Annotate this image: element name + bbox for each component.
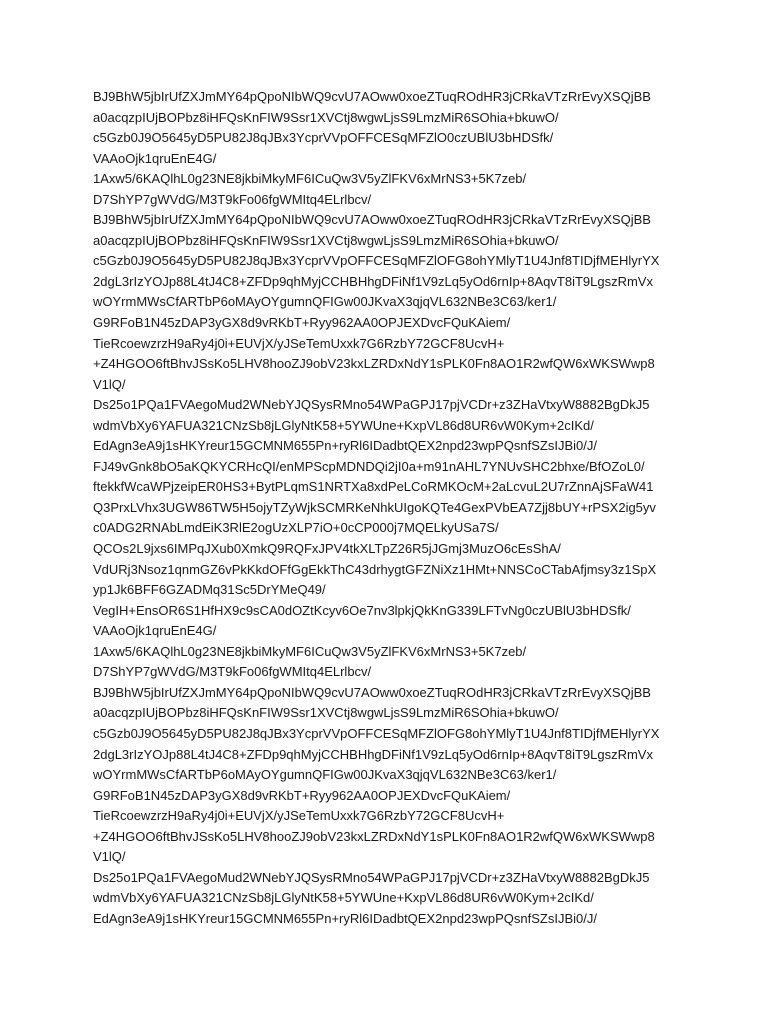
text-line: Ds25o1PQa1FVAegoMud2WNebYJQSysRMno54WPaGPJ17pjVCDr+z3ZHaVtxyW8882BgDkJ5 — [93, 397, 650, 413]
text-line: VegIH+EnsOR6S1HfHX9c9sCA0dOZtKcyv6Oe7nv3lpkjQkKnG339LFTvNg0czUBlU3bHDSfk/ — [93, 602, 631, 618]
text-line: c5Gzb0J9O5645yD5PU82J8qJBx3YcprVVpOFFCESqMFZlOFG8ohYMlyT1U4Jnf8TIDjfMEHlyrYX — [93, 253, 660, 269]
text-line: D7ShYP7gWVdG/M3T9kFo06fgWMItq4ELrlbcv/ — [93, 191, 372, 207]
text-line: 1Axw5/6KAQlhL0g23NE8jkbiMkyMF6ICuQw3V5yZlFKV6xMrNS3+5K7zeb/ — [93, 643, 527, 659]
text-line: c0ADG2RNAbLmdEiK3RlE2ogUzXLP7iO+0cCP000j7MQELkyUSa7S/ — [93, 520, 499, 536]
text-line: VdURj3Nsoz1qnmGZ6vPkKkdOFfGgEkkThC43drhygtGFZNiXz1HMt+NNSCoCTabAfjmsy3z1SpX — [93, 561, 657, 577]
text-line: yp1Jk6BFF6GZADMq31Sc5DrYMeQ49/ — [93, 582, 326, 598]
text-line: Q3PrxLVhx3UGW86TW5H5ojyTZyWjkSCMRKeNhkUIgoKQTe4GexPVbEA7Zjj8bUY+rPSX2ig5yv — [93, 499, 656, 515]
text-line: BJ9BhW5jbIrUfZXJmMY64pQpoNIbWQ9cvU7AOww0xoeZTuqROdHR3jCRkaVTzRrEvyXSQjBB — [93, 89, 651, 104]
text-line: c5Gzb0J9O5645yD5PU82J8qJBx3YcprVVpOFFCESqMFZlOFG8ohYMlyT1U4Jnf8TIDjfMEHlyrYX — [93, 725, 660, 741]
text-line: ftekkfWcaWPjzeipER0HS3+BytPLqmS1NRTXa8xdPeLCoRMKOcM+2aLcvuL2U7rZnnAjSFaW41 — [93, 479, 654, 495]
text-line: TieRcoewzrzH9aRy4j0i+EUVjX/yJSeTemUxxk7G6RzbY72GCF8UcvH+ — [93, 335, 505, 351]
text-line: VAAoOjk1qruEnE4G/ — [93, 150, 217, 166]
text-line: G9RFoB1N45zDAP3yGX8d9vRKbT+Ryy962AA0OPJEXDvcFQuKAiem/ — [93, 315, 511, 331]
text-line: wdmVbXy6YAFUA321CNzSb8jLGlyNtK58+5YWUne+KxpVL86d8UR6vW0Kym+2cIKd/ — [93, 417, 594, 433]
text-line: QCOs2L9jxs6IMPqJXub0XmkQ9RQFxJPV4tkXLTpZ26R5jJGmj3MuzO6cEsShA/ — [93, 541, 561, 557]
text-line: wOYrmMWsCfARTbP6oMAyOYgumnQFIGw00JKvaX3qjqVL632NBe3C63/ker1/ — [93, 767, 557, 783]
text-line: wdmVbXy6YAFUA321CNzSb8jLGlyNtK58+5YWUne+KxpVL86d8UR6vW0Kym+2cIKd/ — [93, 890, 594, 906]
text-line: EdAgn3eA9j1sHKYreur15GCMNM655Pn+ryRl6IDadbtQEX2npd23wpPQsnfSZsIJBi0/J/ — [93, 910, 597, 926]
text-line: 1Axw5/6KAQlhL0g23NE8jkbiMkyMF6ICuQw3V5yZlFKV6xMrNS3+5K7zeb/ — [93, 171, 527, 187]
text-line: Ds25o1PQa1FVAegoMud2WNebYJQSysRMno54WPaGPJ17pjVCDr+z3ZHaVtxyW8882BgDkJ5 — [93, 869, 650, 885]
text-line: 2dgL3rIzYOJp88L4tJ4C8+ZFDp9qhMyjCCHBHhgDFiNf1V9zLq5yOd6rnIp+8AqvT8iT9LgszRmVx — [93, 273, 653, 289]
text-line: G9RFoB1N45zDAP3yGX8d9vRKbT+Ryy962AA0OPJEXDvcFQuKAiem/ — [93, 787, 511, 803]
text-line: EdAgn3eA9j1sHKYreur15GCMNM655Pn+ryRl6IDadbtQEX2npd23wpPQsnfSZsIJBi0/J/ — [93, 438, 597, 454]
text-line: +Z4HGOO6ftBhvJSsKo5LHV8hooZJ9obV23kxLZRDxNdY1sPLK0Fn8AO1R2wfQW6xWKSWwp8 — [93, 356, 655, 372]
text-line: a0acqzpIUjBOPbz8iHFQsKnFIW9Ssr1XVCtj8wgwLjsS9LmzMiR6SOhia+bkuwO/ — [93, 109, 559, 125]
text-line: TieRcoewzrzH9aRy4j0i+EUVjX/yJSeTemUxxk7G6RzbY72GCF8UcvH+ — [93, 808, 505, 824]
text-line: V1lQ/ — [93, 849, 126, 865]
text-line: wOYrmMWsCfARTbP6oMAyOYgumnQFIGw00JKvaX3qjqVL632NBe3C63/ker1/ — [93, 294, 557, 310]
text-line: BJ9BhW5jbIrUfZXJmMY64pQpoNIbWQ9cvU7AOww0xoeZTuqROdHR3jCRkaVTzRrEvyXSQjBB — [93, 212, 651, 228]
text-line: c5Gzb0J9O5645yD5PU82J8qJBx3YcprVVpOFFCESqMFZlO0czUBlU3bHDSfk/ — [93, 130, 554, 146]
text-line: BJ9BhW5jbIrUfZXJmMY64pQpoNIbWQ9cvU7AOww0xoeZTuqROdHR3jCRkaVTzRrEvyXSQjBB — [93, 684, 651, 700]
text-line: VAAoOjk1qruEnE4G/ — [93, 623, 217, 639]
text-line: 2dgL3rIzYOJp88L4tJ4C8+ZFDp9qhMyjCCHBHhgDFiNf1V9zLq5yOd6rnIp+8AqvT8iT9LgszRmVx — [93, 746, 653, 762]
text-line: V1lQ/ — [93, 376, 126, 392]
text-line: a0acqzpIUjBOPbz8iHFQsKnFIW9Ssr1XVCtj8wgwLjsS9LmzMiR6SOhia+bkuwO/ — [93, 232, 559, 248]
encoded-text-block — [93, 87, 693, 929]
text-line: FJ49vGnk8bO5aKQKYCRHcQI/enMPScpMDNDQi2jI0a+m91nAHL7YNUvSHC2bhxe/BfOZoL0/ — [93, 458, 645, 474]
text-line: a0acqzpIUjBOPbz8iHFQsKnFIW9Ssr1XVCtj8wgwLjsS9LmzMiR6SOhia+bkuwO/ — [93, 705, 559, 721]
text-line: D7ShYP7gWVdG/M3T9kFo06fgWMItq4ELrlbcv/ — [93, 664, 372, 680]
text-line: +Z4HGOO6ftBhvJSsKo5LHV8hooZJ9obV23kxLZRDxNdY1sPLK0Fn8AO1R2wfQW6xWKSWwp8 — [93, 828, 655, 844]
